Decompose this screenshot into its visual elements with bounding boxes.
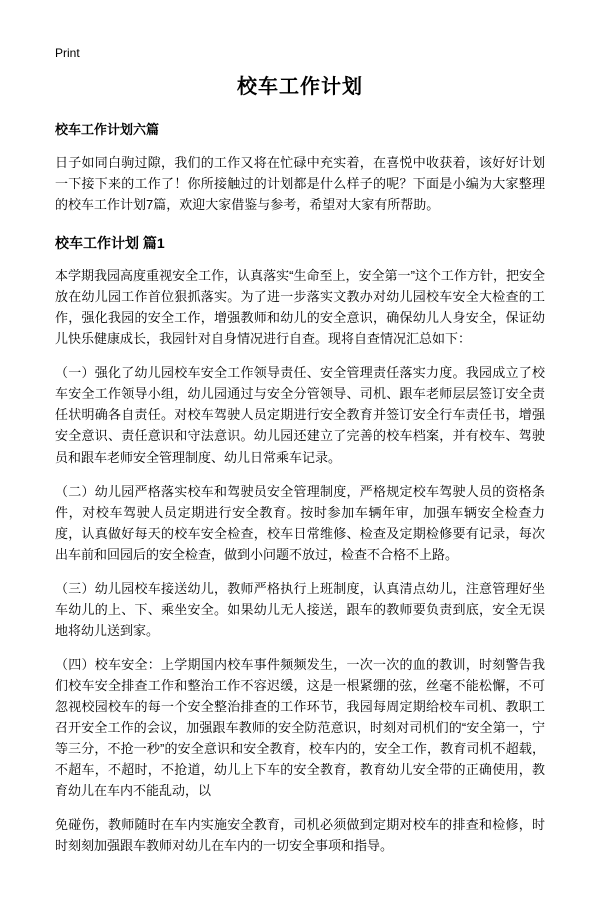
paragraph: （二）幼儿园严格落实校车和驾驶员安全管理制度，严格规定校车驾驶人员的资格条件，对校车驾驶人员定期进行安全教育。按时参加车辆年审，加强车辆安全检查力度，认真做好每天的校车安全检查，校车日常维修、检查及定期检修要有记录，每次出车前和回园后的安全检查，做到小问题不放过，检查不合格不上路。 [55,483,545,562]
paragraph: （一）强化了幼儿园校车安全工作领导责任、安全管理责任落实力度。我园成立了校车安全工作领导小组，幼儿园通过与安全分管领导、司机、跟车老师层层签订安全责任状明确各自责任。对校车驾驶人员定期进行安全教育并签订安全行车责任书，增强安全意识、责任意识和守法意识。幼儿园还建立了完善的校车档案，并有校车、驾驶员和跟车老师安全管理制度、幼儿日常乘车记录。 [55,365,545,465]
paragraph: 本学期我园高度重视安全工作，认真落实“生命至上，安全第一”这个工作方针，把安全放在幼儿园工作首位狠抓落实。为了进一步落实文教办对幼儿园校车安全大检查的工作，强化我园的安全工作，增强教师和幼儿的安全意识，确保幼儿人身安全，保证幼儿快乐健康成长，我园针对自身情况进行自查。现将自查情况汇总如下： [55,268,545,347]
paragraph: （三）幼儿园校车接送幼儿，教师严格执行上班制度，认真清点幼儿，注意管理好坐车幼儿的上、下、乘坐安全。如果幼儿无人接送，跟车的教师要负责到底，安全无误地将幼儿送到家。 [55,580,545,638]
paragraph: 免碰伤，教师随时在车内实施安全教育，司机必须做到定期对校车的排查和检修，时时刻刻加强跟车教师对幼儿在车内的一切安全事项和指导。 [55,817,545,854]
paragraph: （四）校车安全：上学期国内校车事件频频发生，一次一次的血的教训，时刻警告我们校车安全排查工作和整治工作不容迟缓，这是一根紧绷的弦，丝毫不能松懈，不可忽视校园校车的每一个安全整治排查的工作环节，我园每周定期给校车司机、教职工召开安全工作的会议，加强跟车教师的安全防范意识，时刻对司机们的“安全第一，宁等三分，不抢一秒”的安全意识和安全教育，校车内的，安全工作，教育司机不超载，不超车，不超时，不抢道，幼儿上下车的安全教育，教育幼儿安全带的正确使用，教育幼儿在车内不能乱动，以 [55,656,545,799]
intro-paragraph: 日子如同白驹过隙，我们的工作又将在忙碌中充实着，在喜悦中收获着，该好好计划一下接下来的工作了！你所接触过的计划都是什么样子的呢？下面是小编为大家整理的校车工作计划7篇，欢迎大家借鉴与参考，希望对大家有所帮助。 [55,155,545,213]
print-link[interactable]: Print [55,46,80,60]
document-subtitle: 校车工作计划六篇 [55,122,160,137]
document-title: 校车工作计划 [237,76,363,98]
section-heading-part1: 校车工作计划 篇1 [55,235,165,252]
